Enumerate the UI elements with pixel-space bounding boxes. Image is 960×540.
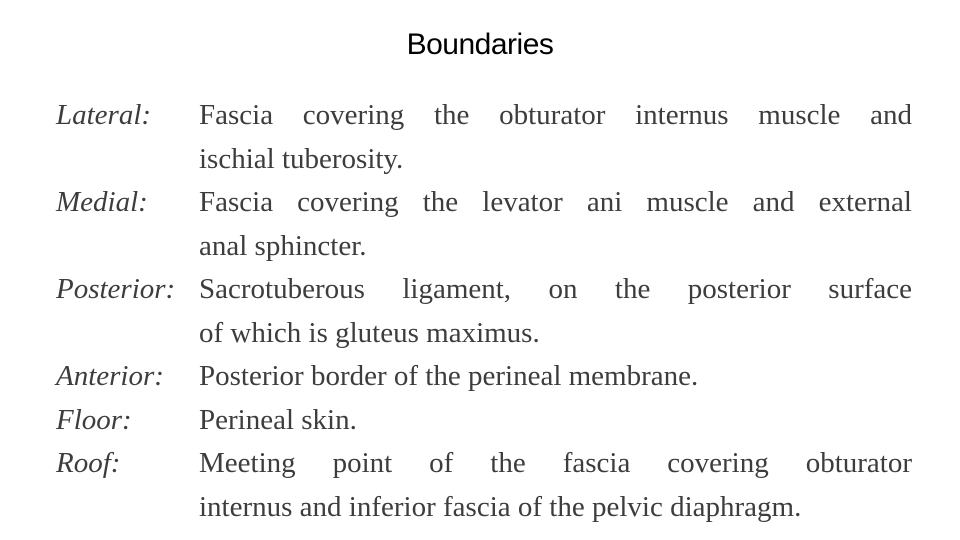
description-line: of which is gluteus maximus.	[199, 316, 540, 349]
description-line: Meeting point of the fascia covering obturator	[199, 447, 912, 479]
boundary-term: Floor:	[56, 403, 132, 436]
boundary-lateral	[56, 94, 912, 181]
description-line: Fascia covering the obturator internus muscle and	[199, 99, 912, 131]
slide-title: Boundaries	[406, 28, 554, 61]
boundary-description	[199, 399, 912, 443]
boundary-term: Anterior:	[56, 360, 164, 392]
boundary-description	[199, 94, 912, 181]
boundary-description	[199, 442, 912, 529]
boundary-term: Posterior:	[56, 273, 176, 305]
boundary-floor	[56, 399, 912, 443]
boundary-description	[199, 268, 912, 355]
boundary-description	[199, 355, 912, 399]
boundary-term: Lateral:	[56, 99, 152, 131]
description-line: Posterior border of the perineal membrane.	[199, 360, 699, 392]
boundary-anterior	[56, 355, 912, 399]
boundaries-list	[56, 94, 912, 529]
boundary-roof	[56, 442, 912, 529]
description-line: internus and inferior fascia of the pelvic diaphragm.	[199, 490, 802, 523]
boundary-term: Medial:	[56, 186, 148, 218]
boundary-description	[199, 181, 912, 268]
description-line: Sacrotuberous ligament, on the posterior surface	[199, 273, 912, 305]
description-line: anal sphincter.	[199, 229, 367, 262]
description-line: Fascia covering the levator ani muscle and external	[199, 186, 912, 218]
boundary-posterior	[56, 268, 912, 355]
boundary-medial	[56, 181, 912, 268]
boundary-term: Roof:	[56, 447, 121, 479]
description-line: Perineal skin.	[199, 403, 357, 436]
description-line: ischial tuberosity.	[199, 142, 404, 175]
